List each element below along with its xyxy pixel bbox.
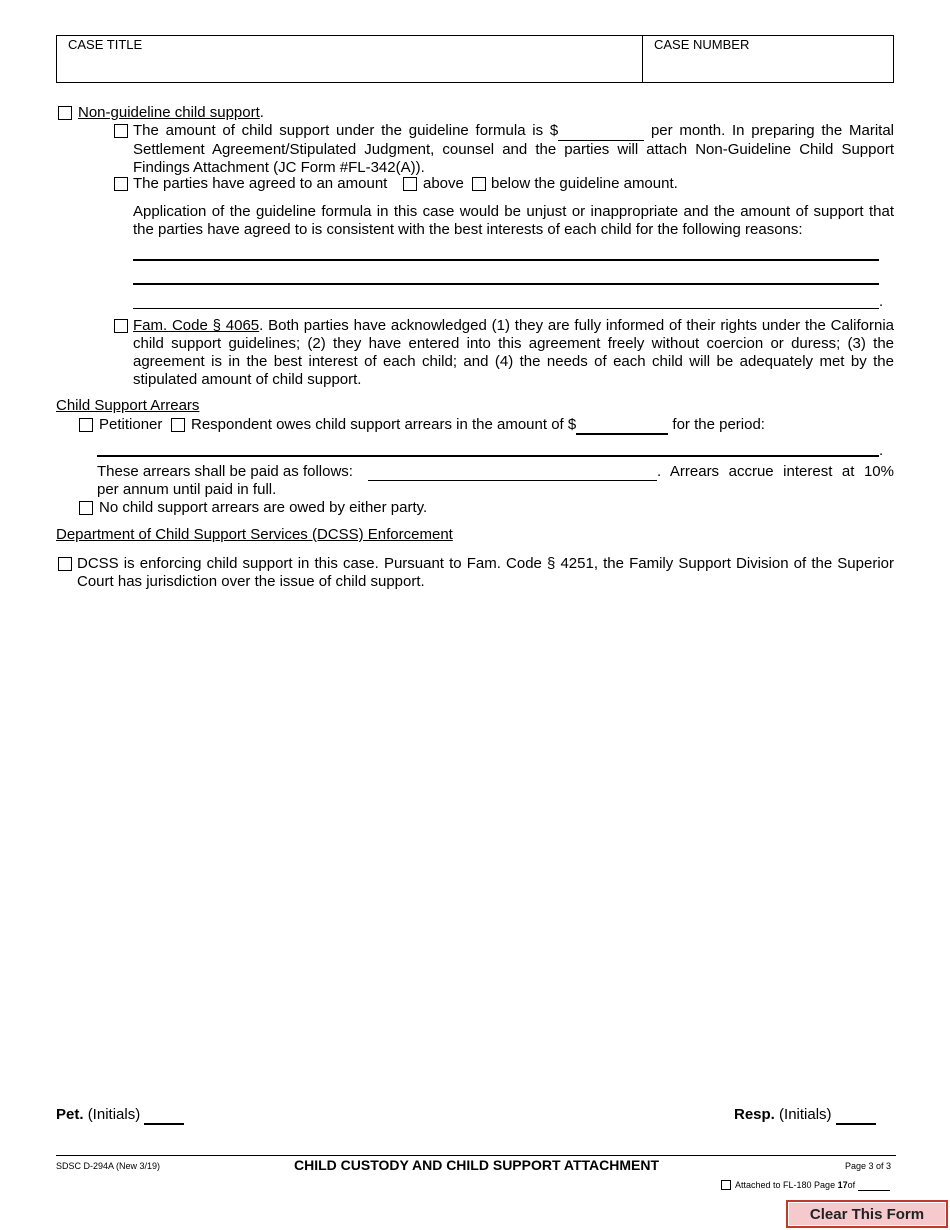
- case-title-label: CASE TITLE: [68, 37, 143, 52]
- interest-text-2: per annum until paid in full.: [97, 481, 277, 498]
- fam-code-checkbox[interactable]: [114, 319, 128, 333]
- respondent-arrears-text: Respondent owes child support arrears in the amount of $: [191, 416, 577, 433]
- case-number-label: CASE NUMBER: [654, 37, 750, 52]
- petitioner-checkbox[interactable]: [79, 418, 93, 432]
- application-paragraph: Application of the guideline formula in this case would be unjust or inappropriate and the amount of support that the parties have agreed to is consistent with the best interests of each child for the following reasons:: [133, 203, 894, 238]
- footer-form-id: SDSC D-294A (New 3/19): [56, 1161, 161, 1171]
- dcss-heading: Department of Child Support Services (DCSS) Enforcement: [56, 526, 453, 543]
- pet-initials-field[interactable]: [144, 1106, 184, 1125]
- paid-as-follows-label: These arrears shall be paid as follows:: [97, 463, 353, 480]
- footer-form-title: CHILD CUSTODY AND CHILD SUPPORT ATTACHMENT: [294, 1157, 660, 1173]
- attached-page-number: 17: [837, 1180, 848, 1190]
- nonguideline-checkbox[interactable]: [58, 106, 72, 120]
- arrears-period-line[interactable]: [97, 455, 879, 457]
- agreed-amount-checkbox[interactable]: [114, 177, 128, 191]
- guideline-amount-text-1: The amount of child support under the guideline formula is $: [133, 122, 559, 139]
- agreed-amount-row: [133, 175, 387, 192]
- attached-checkbox[interactable]: [721, 1180, 731, 1190]
- arrears-period-text: for the period:: [672, 416, 765, 433]
- paid-as-follows-line[interactable]: [368, 480, 657, 481]
- below-checkbox[interactable]: [472, 177, 486, 191]
- attached-total-field[interactable]: [858, 1180, 890, 1191]
- respondent-checkbox[interactable]: [171, 418, 185, 432]
- guideline-amount-text-2: per month. In preparing the Marital Settlement Agreement/Stipulated Judgment, counsel and the parties will attach Non-Guideline Child Support Findings Attachment (JC Form #FL-342(A)).: [133, 122, 894, 176]
- resp-initials-field[interactable]: [836, 1106, 876, 1125]
- guideline-amount-paragraph: [133, 122, 894, 177]
- pet-initials-row: [56, 1106, 184, 1125]
- no-arrears-text: No child support arrears are owed by either party.: [99, 499, 428, 516]
- attached-text: Attached to FL-180 Page: [735, 1180, 836, 1190]
- above-checkbox[interactable]: [403, 177, 417, 191]
- fam-code-text: . Both parties have acknowledged (1) they are fully informed of their rights under the California child support guidelines; (2) they have entered into this agreement freely without coercion or duress; (3) the agreement is in the best interest of each child; and (4) the needs of each child will be adequately met by the stipulated amount of child support.: [133, 317, 894, 388]
- dcss-checkbox[interactable]: [58, 557, 72, 571]
- fam-code-paragraph: [133, 317, 894, 389]
- clear-form-button[interactable]: [786, 1200, 948, 1228]
- resp-initials-row: [734, 1106, 876, 1125]
- pet-initials-label: (Initials): [87, 1106, 141, 1123]
- resp-label: Resp.: [734, 1106, 775, 1123]
- reasons-end-period: .: [879, 293, 884, 310]
- reasons-line-2[interactable]: [133, 283, 879, 285]
- no-arrears-checkbox[interactable]: [79, 501, 93, 515]
- agreed-amount-text: The parties have agreed to an amount: [133, 175, 388, 192]
- below-label: below the guideline amount.: [491, 175, 678, 192]
- footer-rule: [56, 1155, 896, 1156]
- case-header-divider: [642, 35, 643, 83]
- petitioner-label: Petitioner: [99, 416, 163, 433]
- interest-text: . Arrears accrue interest at 10%: [657, 463, 894, 480]
- reasons-line-1[interactable]: [133, 259, 879, 261]
- arrears-heading: Child Support Arrears: [56, 397, 200, 414]
- guideline-amount-field[interactable]: [558, 122, 644, 141]
- arrears-amount-field[interactable]: [576, 416, 668, 435]
- dcss-paragraph: DCSS is enforcing child support in this case. Pursuant to Fam. Code § 4251, the Family Support Division of the Superior Court has jurisdiction over the issue of child support.: [77, 555, 894, 590]
- nonguideline-heading-period: .: [259, 104, 264, 121]
- guideline-amount-checkbox[interactable]: [114, 124, 128, 138]
- above-label: above: [423, 175, 464, 192]
- fam-code-label: Fam. Code § 4065: [133, 317, 260, 334]
- reasons-line-3[interactable]: [133, 308, 879, 309]
- arrears-period-end: .: [879, 442, 884, 459]
- clear-form-label: Clear This Form: [809, 1205, 925, 1223]
- resp-initials-label: (Initials): [779, 1106, 832, 1123]
- nonguideline-heading-wrap: [78, 104, 264, 121]
- attached-row: [735, 1180, 890, 1191]
- footer-page-text: Page 3 of 3: [845, 1161, 892, 1171]
- case-number-field[interactable]: [646, 54, 890, 80]
- pet-label: Pet.: [56, 1106, 84, 1123]
- nonguideline-heading: Non-guideline child support: [78, 104, 260, 121]
- attached-of-text: of: [847, 1180, 856, 1190]
- arrears-amount-row: [191, 416, 765, 435]
- case-title-field[interactable]: [60, 54, 638, 80]
